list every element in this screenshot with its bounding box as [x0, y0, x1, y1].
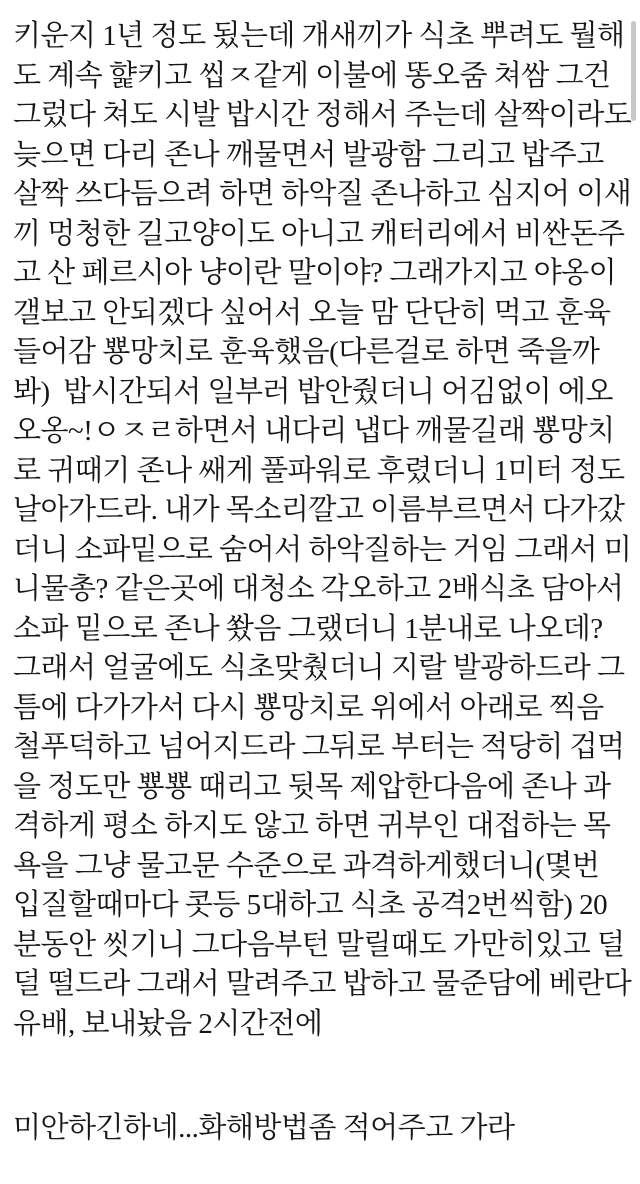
post-text-line: 욕을 그냥 물고문 수준으로 과격하게했더니(몇번: [13, 849, 600, 882]
post-text-line: 키운지 1년 정도 됬는데 개새끼가 식초 뿌려도 뭘해: [13, 20, 625, 52]
post-text-line: 유배, 보내놨음 2시간전에: [13, 1007, 323, 1040]
post-text-line: 살짝 쓰다듬으려 하면 하악질 존나하고 심지어 이새: [13, 178, 632, 210]
post-text-line: 니물총? 같은곳에 대청소 각오하고 2배식초 담아서: [13, 573, 624, 605]
scrollbar-thumb[interactable]: [631, 21, 636, 121]
post-text-line: 갤보고 안되겠다 싶어서 오늘 맘 단단히 먹고 훈육: [13, 296, 611, 329]
post-text-line: 더니 소파밑으로 숨어서 하악질하는 거임 그래서 미: [13, 533, 632, 566]
post-text-footer: [0, 1109, 640, 1149]
post-text-line: 철푸덕하고 넘어지드라 그뒤로 부터는 적당히 겁먹: [13, 731, 625, 763]
post-text-line: 끼 멍청한 길고양이도 아니고 캐터리에서 비싼돈주: [13, 217, 625, 250]
post-text-line: 분동안 씻기니 그다음부턴 말릴때도 가만히있고 덜: [13, 928, 625, 961]
post-text-line: 로 귀때기 존나 쌔게 풀파워로 후렸더니 1미터 정도: [13, 454, 625, 487]
post-text-line: 미안하긴하네...화해방법좀 적어주고 가라: [13, 1112, 515, 1144]
post-text-line: 소파 밑으로 존나 쐈음 그랬더니 1분내로 나오데?: [13, 612, 603, 645]
post-text-line: 덜 떨드라 그래서 말려주고 밥하고 물준담에 베란다: [13, 968, 632, 1000]
post-text-line: 고 산 페르시아 냥이란 말이야? 그래가지고 야옹이: [13, 257, 617, 289]
post-text-line: 격하게 평소 하지도 않고 하면 귀부인 대접하는 목: [13, 810, 611, 842]
post-text-line: 을 정도만 뿅뿅 때리고 뒷목 제압한다음에 존나 과: [13, 770, 611, 803]
post-text-line: 들어감 뿅망치로 훈육했음(다른걸로 하면 죽을까: [13, 336, 600, 368]
post-text-line: 봐) 밥시간되서 일부러 밥안줬더니 어김없이 에오: [13, 375, 613, 408]
post-text-line: 그래서 얼굴에도 식초맞췄더니 지랄 발광하드라 그: [13, 652, 625, 684]
post-text-line: 틈에 다가가서 다시 뿅망치로 위에서 아래로 찍음: [13, 691, 604, 724]
post-text-line: 오옹~!ㅇㅈㄹ하면서 내다리 냅다 깨물길래 뿅망치: [13, 415, 615, 447]
post-text-line: 도 계속 햝키고 씹ㅈ같게 이불에 똥오줌 쳐쌈 그건: [13, 59, 611, 92]
post-text-line: 늦으면 다리 존나 깨물면서 발광함 그리고 밥주고: [13, 138, 604, 171]
post-text-line: 입질할때마다 콧등 5대하고 식초 공격2번씩함) 20: [13, 889, 608, 921]
post-text-line: 그렀다 쳐도 시발 밥시간 정해서 주는데 살짝이라도: [13, 99, 632, 131]
post-text-line: 날아가드라. 내가 목소리깔고 이름부르면서 다가갔: [13, 494, 625, 526]
